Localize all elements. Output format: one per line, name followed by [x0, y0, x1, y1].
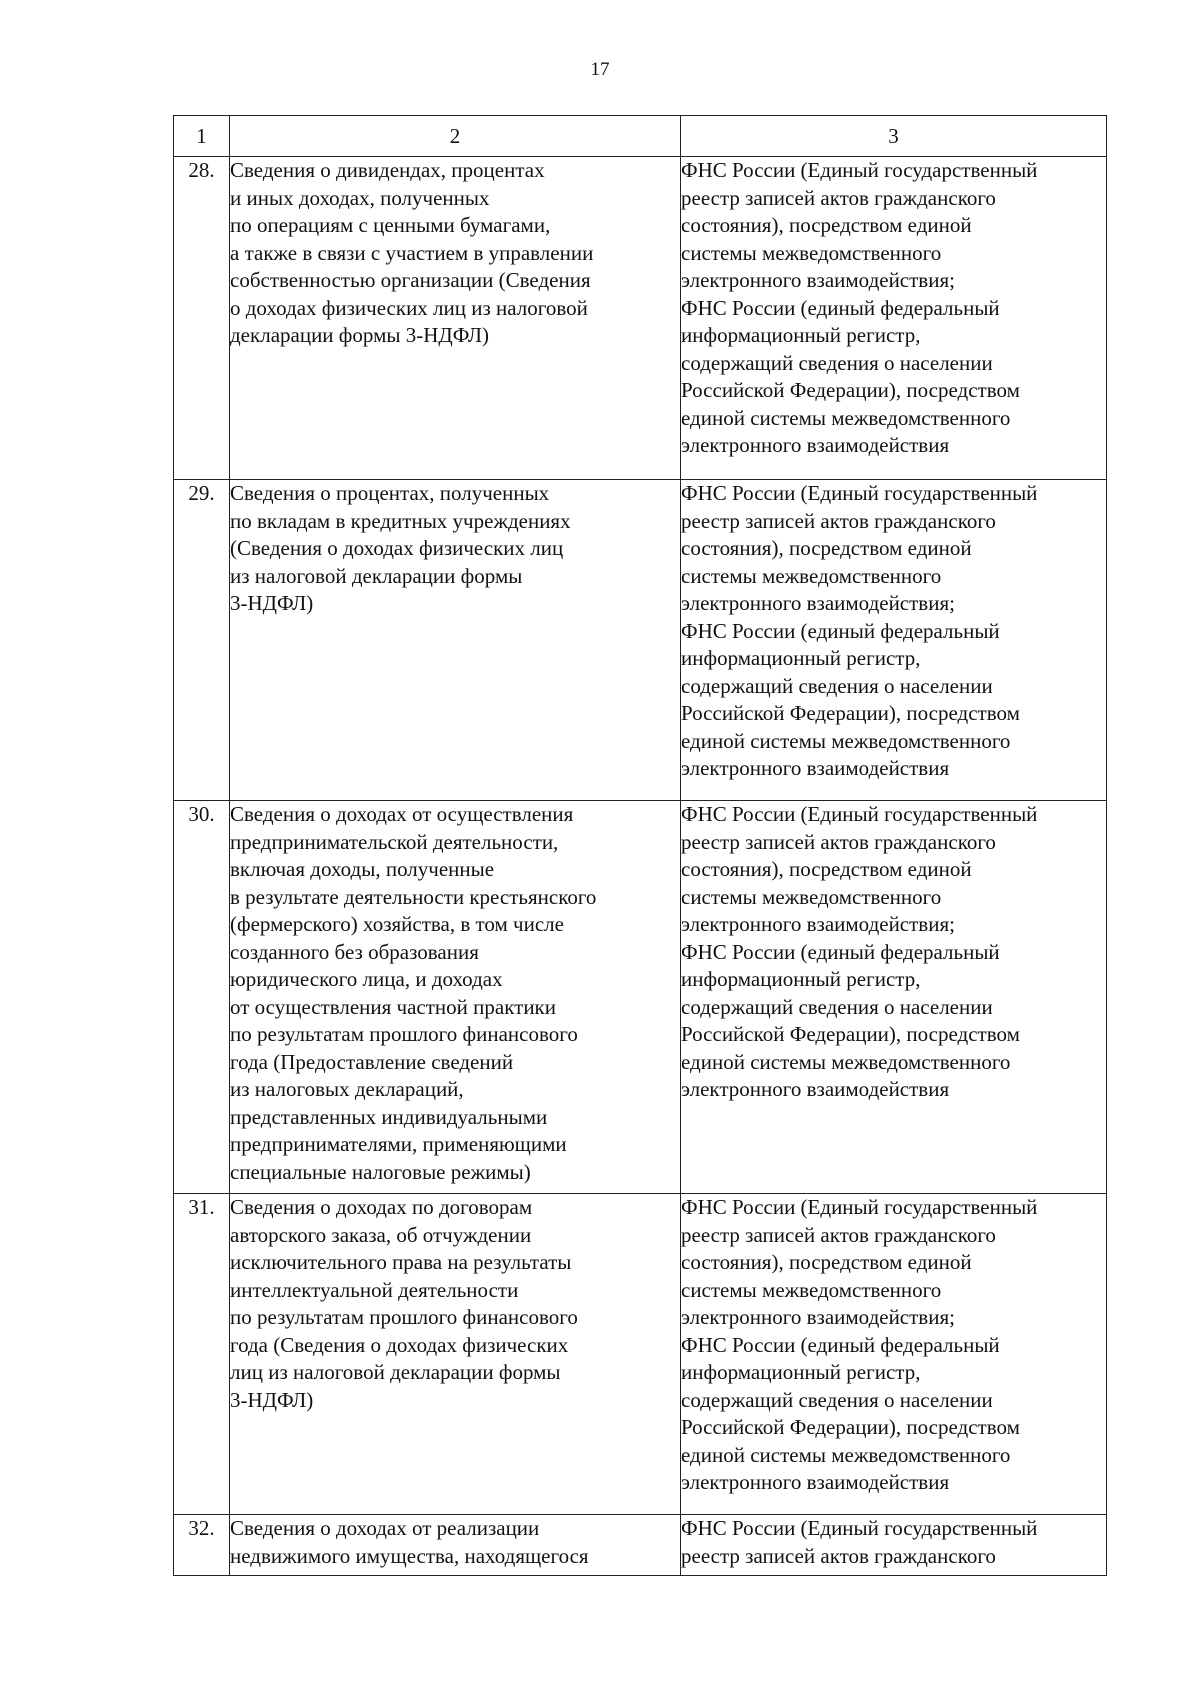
- description-line: от осуществления частной практики: [230, 994, 557, 1019]
- source-line: информационный регистр,: [681, 967, 921, 991]
- table-row: [174, 801, 1107, 1194]
- row-source: [681, 1515, 1107, 1576]
- source-line: ФНС России (единый федеральный: [681, 618, 1000, 643]
- source-line: электронного взаимодействия;: [681, 268, 955, 292]
- source-line: единой системы межведомственного: [681, 1442, 1011, 1467]
- description-line: собственностью организации (Сведения: [230, 268, 591, 292]
- description-line: юридического лица, и доходах: [230, 967, 503, 991]
- source-line: информационный регистр,: [681, 323, 921, 347]
- source-line: информационный регистр,: [681, 646, 921, 670]
- description-line: по вкладам в кредитных учреждениях: [230, 508, 571, 533]
- description-line: специальные налоговые режимы): [230, 1159, 531, 1184]
- description-line: декларации формы 3-НДФЛ): [230, 323, 489, 347]
- description-line: и иных доходах, полученных: [230, 185, 490, 210]
- description-line: (Сведения о доходах физических лиц: [230, 536, 564, 560]
- source-line: содержащий сведения о населении: [681, 673, 993, 698]
- description-line: лиц из налоговой декларации формы: [230, 1360, 561, 1384]
- description-line: 3-НДФЛ): [230, 591, 314, 615]
- description-line: Сведения о дивидендах, процентах: [230, 158, 545, 182]
- source-line: Российской Федерации), посредством: [681, 701, 1020, 725]
- source-line: электронного взаимодействия: [681, 1077, 950, 1101]
- source-line: системы межведомственного: [681, 884, 942, 909]
- source-line: электронного взаимодействия;: [681, 591, 955, 615]
- description-line: 3-НДФЛ): [230, 1387, 314, 1412]
- column-header-source: 3: [681, 116, 1107, 157]
- source-line: электронного взаимодействия;: [681, 1305, 955, 1329]
- row-number: 31.: [174, 1194, 230, 1515]
- description-line: предпринимательской деятельности,: [230, 829, 559, 854]
- description-line: Сведения о доходах от осуществления: [230, 802, 574, 826]
- column-header-description: 2: [230, 116, 681, 157]
- source-line: ФНС России (Единый государственный: [681, 1195, 1038, 1219]
- description-line: в результате деятельности крестьянского: [230, 884, 597, 909]
- source-line: Российской Федерации), посредством: [681, 1022, 1020, 1046]
- source-line: электронного взаимодействия: [681, 756, 950, 780]
- description-line: о доходах физических лиц из налоговой: [230, 295, 588, 320]
- source-line: состояния), посредством единой: [681, 536, 972, 560]
- description-line: созданного без образования: [230, 939, 479, 964]
- description-line: а также в связи с участием в управлении: [230, 240, 594, 265]
- row-number: 32.: [174, 1515, 230, 1576]
- source-line: электронного взаимодействия: [681, 433, 950, 457]
- source-line: состояния), посредством единой: [681, 213, 972, 237]
- source-line: реестр записей актов гражданского: [681, 508, 996, 533]
- row-number: 28.: [174, 157, 230, 480]
- source-line: системы межведомственного: [681, 240, 942, 265]
- description-line: из налоговых деклараций,: [230, 1077, 464, 1101]
- description-line: представленных индивидуальными: [230, 1104, 548, 1129]
- description-line: предпринимателями, применяющими: [230, 1132, 567, 1156]
- table-row: [174, 1194, 1107, 1515]
- description-line: авторского заказа, об отчуждении: [230, 1222, 532, 1247]
- table-header-row: [174, 116, 1107, 157]
- table-row: [174, 157, 1107, 480]
- source-line: информационный регистр,: [681, 1360, 921, 1384]
- description-line: недвижимого имущества, находящегося: [230, 1543, 589, 1568]
- source-line: ФНС России (Единый государственный: [681, 802, 1038, 826]
- source-line: ФНС России (единый федеральный: [681, 939, 1000, 964]
- data-sources-table: [173, 115, 1107, 1576]
- description-line: интеллектуальной деятельности: [230, 1277, 519, 1302]
- source-line: содержащий сведения о населении: [681, 994, 993, 1019]
- source-line: ФНС России (единый федеральный: [681, 1332, 1000, 1357]
- description-line: исключительного права на результаты: [230, 1250, 572, 1274]
- description-line: (фермерского) хозяйства, в том числе: [230, 912, 564, 936]
- description-line: по результатам прошлого финансового: [230, 1022, 578, 1046]
- source-line: ФНС России (Единый государственный: [681, 1516, 1038, 1540]
- source-line: реестр записей актов гражданского: [681, 829, 996, 854]
- source-line: ФНС России (Единый государственный: [681, 481, 1038, 505]
- source-line: реестр записей актов гражданского: [681, 1222, 996, 1247]
- source-line: реестр записей актов гражданского: [681, 185, 996, 210]
- row-source: [681, 157, 1107, 480]
- description-line: Сведения о доходах от реализации: [230, 1516, 540, 1540]
- row-description: [230, 1515, 681, 1576]
- source-line: состояния), посредством единой: [681, 1250, 972, 1274]
- row-number: 30.: [174, 801, 230, 1194]
- row-source: [681, 480, 1107, 801]
- description-line: из налоговой декларации формы: [230, 563, 523, 588]
- row-number: 29.: [174, 480, 230, 801]
- source-line: электронного взаимодействия;: [681, 912, 955, 936]
- description-line: Сведения о процентах, полученных: [230, 481, 550, 505]
- source-line: ФНС России (единый федеральный: [681, 295, 1000, 320]
- row-description: [230, 1194, 681, 1515]
- row-source: [681, 1194, 1107, 1515]
- table-row: [174, 1515, 1107, 1576]
- source-line: содержащий сведения о населении: [681, 350, 993, 375]
- source-line: единой системы межведомственного: [681, 728, 1011, 753]
- source-line: Российской Федерации), посредством: [681, 378, 1020, 402]
- source-line: реестр записей актов гражданского: [681, 1543, 996, 1568]
- source-line: содержащий сведения о населении: [681, 1387, 993, 1412]
- page-number: 17: [590, 59, 610, 80]
- row-description: [230, 480, 681, 801]
- source-line: единой системы межведомственного: [681, 405, 1011, 430]
- source-line: Российской Федерации), посредством: [681, 1415, 1020, 1439]
- description-line: года (Сведения о доходах физических: [230, 1332, 569, 1357]
- row-description: [230, 801, 681, 1194]
- description-line: года (Предоставление сведений: [230, 1049, 514, 1074]
- table-row: [174, 480, 1107, 801]
- description-line: по результатам прошлого финансового: [230, 1305, 578, 1329]
- description-line: включая доходы, полученные: [230, 857, 495, 881]
- row-description: [230, 157, 681, 480]
- row-source: [681, 801, 1107, 1194]
- source-line: ФНС России (Единый государственный: [681, 158, 1038, 182]
- description-line: Сведения о доходах по договорам: [230, 1195, 533, 1219]
- source-line: состояния), посредством единой: [681, 857, 972, 881]
- source-line: системы межведомственного: [681, 563, 942, 588]
- column-header-number: 1: [174, 116, 230, 157]
- source-line: системы межведомственного: [681, 1277, 942, 1302]
- source-line: электронного взаимодействия: [681, 1470, 950, 1494]
- description-line: по операциям с ценными бумагами,: [230, 213, 551, 237]
- source-line: единой системы межведомственного: [681, 1049, 1011, 1074]
